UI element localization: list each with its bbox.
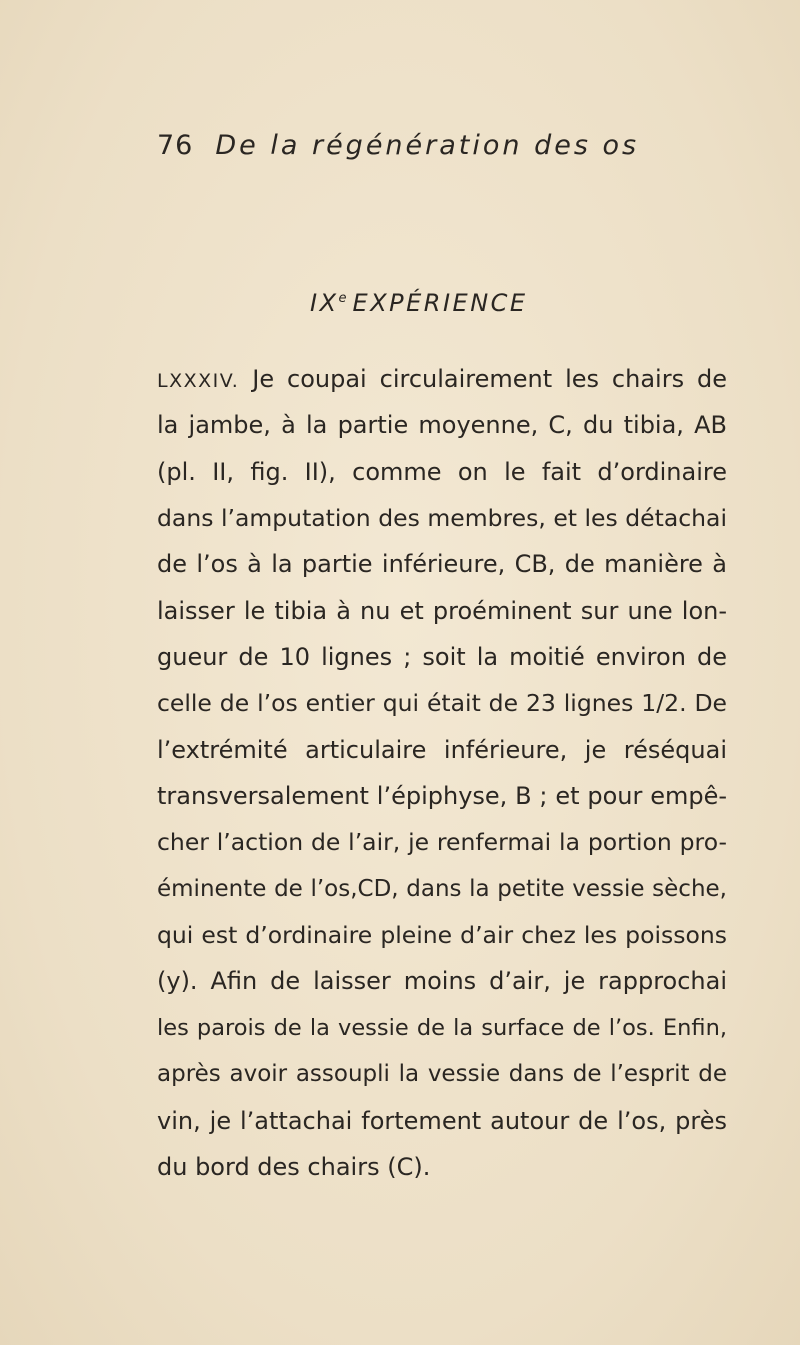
text-line: de l’os à la partie inférieure, CB, de manière à <box>157 550 727 579</box>
text-line: après avoir assoupli la vessie dans de l’esprit de <box>157 1061 727 1088</box>
text-line: du bord des chairs (C). <box>157 1152 431 1181</box>
text-line: celle de l’os entier qui était de 23 lignes 1/2. De <box>157 689 727 718</box>
text-line <box>157 356 727 402</box>
section-title-numeral: IX <box>310 289 339 317</box>
body-paragraph <box>157 356 727 1190</box>
text-line: qui est d’ordinaire pleine d’air chez les poissons <box>157 921 727 950</box>
paragraph-number: LXXXIV. <box>157 370 240 392</box>
text-line: dans l’amputation des membres, et les détachai <box>157 504 727 533</box>
running-head <box>157 128 639 164</box>
section-title-superscript: e <box>338 291 347 306</box>
text-line: (y). Afin de laisser moins d’air, je rapprochai <box>157 967 727 996</box>
page-number: 76 <box>157 130 194 161</box>
section-title-word: EXPÉRIENCE <box>352 289 528 317</box>
text-line: cher l’action de l’air, je renfermai la portion pro- <box>157 828 727 857</box>
text-line: laisser le tibia à nu et proéminent sur une lon- <box>157 596 727 625</box>
text-line: les parois de la vessie de la surface de l’os. Enfin, <box>157 1014 727 1041</box>
text-line: transversalement l’épiphyse, B ; et pour empê- <box>157 782 727 811</box>
text-line: éminente de l’os,CD, dans la petite vessie sèche, <box>157 875 727 902</box>
text-line: l’extrémité articulaire inférieure, je réséquai <box>157 735 727 764</box>
running-title: De la régénération des os <box>215 130 640 161</box>
text-line: vin, je l’attachai fortement autour de l’os, près <box>157 1106 727 1135</box>
text-line-content: Je coupai circulairement les chairs de <box>239 365 727 393</box>
text-line: la jambe, à la partie moyenne, C, du tibia, AB <box>157 411 727 440</box>
text-line: (pl. II, fig. II), comme on le fait d’ordinaire <box>157 457 727 486</box>
section-title <box>310 282 528 320</box>
text-line: gueur de 10 lignes ; soit la moitié environ de <box>157 643 727 672</box>
